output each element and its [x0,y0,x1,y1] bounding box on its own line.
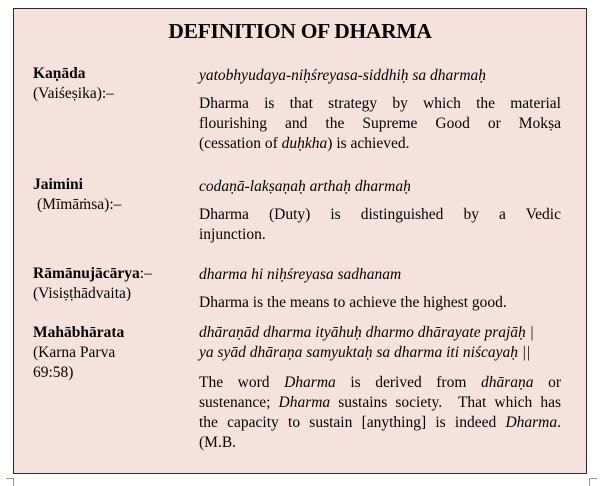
sanskrit-kanada [199,66,569,86]
sanskrit-line: dhāraṇād dharma ityāhuḥ dharmo dhārayate prajāḥ | [199,324,534,341]
meaning-line: The word Dharma is derived from dhāraṇa or [199,374,562,391]
definition-box [13,8,587,474]
sanskrit-line: dharma hi niḥśreyasa sadhanam [199,266,402,283]
meaning-line: Dharma is the means to achieve the highest good. [199,294,507,311]
meaning-line: Dharma is that strategy by which the material [199,95,561,112]
source-jaimini [33,175,121,215]
meaning-line: Dharma (Duty) is distinguished by a Vedic [199,206,561,223]
crop-mark-bottom-left [6,478,14,486]
source-mahabharata [33,323,124,383]
meaning-kanada [199,94,561,154]
meaning-line: the capacity to sustain [anything] is indeed Dharma. [199,414,561,431]
source-kanada [33,64,114,104]
meaning-ramanujacarya [199,293,561,313]
crop-mark-bottom-right [589,478,597,486]
meaning-line: injunction. [199,226,266,243]
sanskrit-line: yatobhyudaya-niḥśreyasa-siddhiḥ sa dharmaḥ [199,67,487,84]
meaning-line: (cessation of duḥkha) is achieved. [199,135,410,152]
source-school: (Mīmāṁsa):– [37,196,122,213]
page-title: DEFINITION OF DHARMA [168,19,432,43]
source-school-line2: 69:58) [33,364,74,381]
source-name: Rāmānujācārya [33,265,140,282]
source-name: Jaimini [33,176,83,193]
meaning-jaimini [199,205,561,245]
source-name-suffix: :– [139,265,152,282]
meaning-line: (M.B. [199,434,237,451]
source-name: Kaṇāda [33,65,86,82]
sanskrit-mahabharata [199,323,569,363]
sanskrit-jaimini [199,177,569,197]
sanskrit-ramanujacarya [199,265,569,285]
source-school: (Visiṣṭhādvaita) [33,285,132,302]
source-name: Mahābhārata [33,324,125,341]
source-ramanujacarya [33,264,152,304]
source-school: (Karna Parva [33,344,116,361]
sanskrit-line: codaṇā-lakṣaṇaḥ arthaḥ dharmaḥ [199,178,411,195]
meaning-line: sustenance; Dharma sustains society. That which has [199,394,561,411]
sanskrit-line: ya syād dhāraṇa samyuktaḥ sa dharma iti niścayaḥ || [199,344,531,361]
meaning-line: flourishing and the Supreme Good or Mokṣa [199,115,561,132]
source-school: (Vaiśeṣika):– [33,85,114,102]
meaning-mahabharata [199,373,561,453]
